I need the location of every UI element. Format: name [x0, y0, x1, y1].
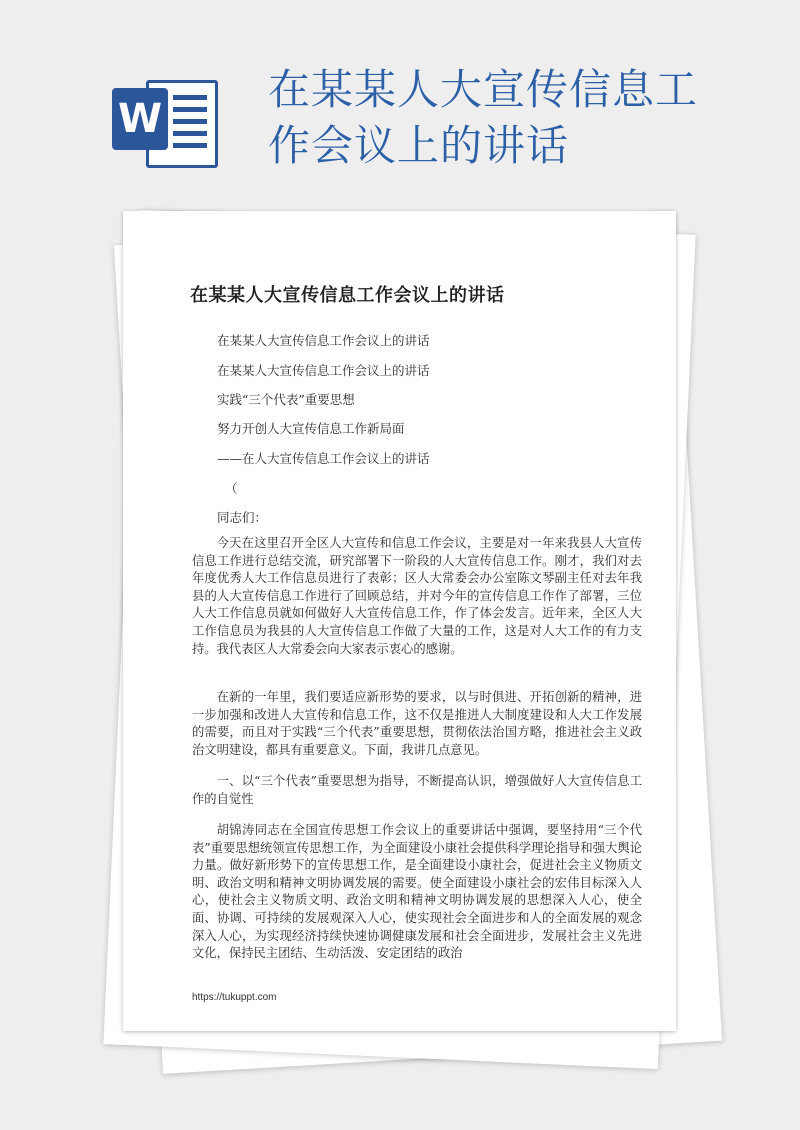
- salutation: 同志们：: [217, 510, 268, 525]
- banner-title: 在某某人大宣传信息工作会议上的讲话: [268, 65, 699, 170]
- word-w-badge: W: [112, 88, 168, 150]
- doc-line: 在某某人大宣传信息工作会议上的讲话: [217, 363, 430, 378]
- document-title: 在某某人大宣传信息工作会议上的讲话: [190, 285, 505, 306]
- doc-line: 实践“三个代表”重要思想: [217, 392, 355, 407]
- footer-url: https://tukuppt.com: [192, 992, 277, 1003]
- doc-line: ——在人大宣传信息工作会议上的讲话: [217, 451, 430, 466]
- doc-line: 努力开创人大宣传信息工作新局面: [217, 421, 405, 436]
- doc-line: 在某某人大宣传信息工作会议上的讲话: [217, 333, 430, 348]
- paragraph: 今天在这里召开全区人大宣传和信息工作会议，主要是对一年来我县人大宣传信息工作进行总结交流，研究部署下一阶段的人大宣传信息工作。刚才，我们对去年度优秀人大工作信息员进行了表彰；区人大常委会办公室陈文琴副主任对去年我县的人大宣传信息工作进行了回顾总结，并对今年的宣传信息工作作了部署，三位人大工作信息员就如何做好人大宣传信息工作，作了体会发言。近年来，全区人大工作信息员为我县的人大宣传信息工作做了大量的工作，这是对人大工作的有力支持。我代表区人大常委会向大家表示衷心的感谢。: [192, 536, 642, 656]
- paragraph: 在新的一年里，我们要适应新形势的要求，以与时俱进、开拓创新的精神，进一步加强和改进人大宣传和信息工作，这不仅是推进人大制度建设和人大工作发展的需要，而且对于实践“三个代表”重要思想，贯彻依法治国方略，推进社会主义政治文明建设，都具有重要意义。下面，我讲几点意见。: [192, 690, 642, 757]
- section-heading: 一、以“三个代表”重要思想为指导，不断提高认识，增强做好人大宣传信息工作的自觉性: [192, 774, 642, 806]
- word-logo: [108, 72, 216, 168]
- paragraph: 胡锦涛同志在全国宣传思想工作会议上的重要讲话中强调，要坚持用“三个代表”重要思想统领宣传思想工作，为全面建设小康社会提供科学理论指导和强大舆论力量。做好新形势下的宣传思想工作，是全面建设小康社会，促进社会主义物质文明、政治文明和精神文明协调发展的需要。使全面建设小康社会的宏伟目标深入人心，使社会主义物质文明、政治文明和精神文明协调发展的思想深入人心，使全面、协调、可持续的发展观深入人心，使实现社会全面进步和人的全面发展的观念深入人心，为实现经济持续快速协调健康发展和社会全面进步，发展社会主义先进文化，保持民主团结、生动活泼、安定团结的政治: [192, 823, 642, 961]
- doc-line: （: [225, 481, 238, 496]
